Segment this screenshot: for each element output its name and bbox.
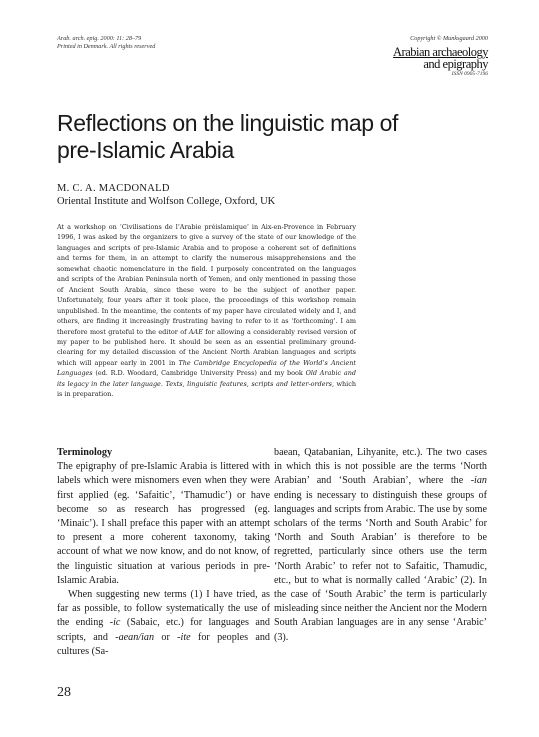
author-name: M. C. A. MACDONALD: [57, 183, 170, 194]
abstract-text: , which is in preparation.: [57, 379, 356, 399]
body-italic: -ite: [177, 631, 191, 643]
journal-header: [393, 35, 488, 77]
abstract-text: At a workshop on ‘Civilisations de l’Arabie préislamique’ in Aix-en-Provence in February 1996, I was asked by the organizers to give a survey of the state of our knowledge of the languages and scripts of pre-Islamic Arabia and to propose a coherent set of definitions and terms for them, in an attempt to clarify the numerous misapprehensions and the somewhat chaotic nomenclature in the field. I purposely concentrated on the languages and scripts of the Arabian Peninsula north of Yemen, and only mentioned in passing those of Ancient South Arabia, since these were to be the subject of another paper. Unfortunately, four years after it took place, the proceedings of this workshop remain unpublished. In the meantime, the contents of my paper have circulated widely and I, and others, are finding it increasingly frustrating having to refer to it as ‘forthcoming’. I am therefore most grateful to the editor of: [57, 223, 356, 336]
body-text: When suggesting new terms (1) I have tried, as far as possible, to follow systematically the use of the ending: [57, 589, 270, 629]
body-text: ending is necessary to distinguish these groups of languages and scripts from Arabic. The use by some scholars of the terms ‘North and South Arabic’ for ‘North and South Arabian’ is therefore to be regretted, particularly since others use the term ‘North Arabic’ to refer not to Safaitic, Thamudic, etc., but to what is normally called ‘Arabic’ (2). In the case of ‘South Arabic’ the term is particularly misleading since neither the Ancient nor the Modern South Arabian languages are in any sense ‘Arabic’ (3).: [274, 489, 487, 643]
journal-name-line2: and epigraphy: [423, 57, 488, 71]
abstract-italic-encyclopedia: The Cambridge Encyclopedia of the World’s Ancient Languages: [57, 358, 357, 378]
section-heading: Terminology: [57, 447, 113, 458]
citation-line: Arab. arch. epig. 2000: 11: 28–79: [57, 35, 142, 42]
journal-name-line1: Arabian archaeology: [393, 45, 488, 59]
copyright-notice: Copyright © Munksgaard 2000: [410, 35, 488, 42]
author-affiliation: Oriental Institute and Wolfson College, Oxford, UK: [57, 196, 276, 207]
title-line2: pre-Islamic Arabia: [57, 137, 234, 163]
abstract-italic-book: Old Arabic and its legacy in the later language. Texts, linguistic features, scripts and letter-orders: [57, 369, 356, 388]
page-number: 28: [57, 685, 71, 700]
body-italic: -ic: [109, 617, 121, 629]
body-italic: -ian: [470, 475, 487, 487]
body-text: (Sabaic, etc.) for languages and scripts, and: [57, 617, 270, 643]
abstract-italic-journal: AAE: [188, 327, 203, 336]
body-text: or: [154, 631, 178, 643]
body-paragraph: The epigraphy of pre-Islamic Arabia is littered with labels which were misnomers even when they were first applied (eg. ‘Safaitic’, ‘Thamudic’) or have become so as research has progressed (eg. ‘Minaic’). I shall preface this paper with an attempt to present a more coherent taxonomy, taking account of what we now know, and do not know, of the linguistic situation at various periods in pre-Islamic Arabia.: [57, 461, 270, 586]
citation-header: [57, 35, 155, 51]
journal-logo: [393, 46, 488, 70]
abstract: [57, 222, 356, 400]
body-italic: -aean/ian: [115, 631, 155, 643]
abstract-text: (ed. R.D. Woodard, Cambridge University Press) and my book: [92, 369, 306, 378]
body-paragraph: [57, 588, 270, 659]
abstract-text: for allowing a considerably revised version of my paper to be published here. It should be seen as an essential preliminary ground-clearing for my detailed discussion of the Ancient North Arabian languages and scripts which will appear early in 2001 in: [57, 327, 356, 367]
printed-line: Printed in Denmark. All rights reserved: [57, 43, 156, 51]
body-text: baean, Qatabanian, Lihyanite, etc.). The two cases in which this is not possible are the terms ‘North Arabian’ and ‘South Arabian’, where the: [274, 447, 487, 487]
title-line1: Reflections on the linguistic map of: [57, 110, 399, 136]
body-column-right: [274, 446, 487, 645]
body-paragraph: [274, 446, 487, 645]
issn: ISSN 0905-7196: [451, 71, 488, 77]
article-title: [57, 110, 477, 164]
body-column-left: [57, 446, 270, 659]
body-text: for peoples and cultures (Sa-: [57, 631, 270, 657]
